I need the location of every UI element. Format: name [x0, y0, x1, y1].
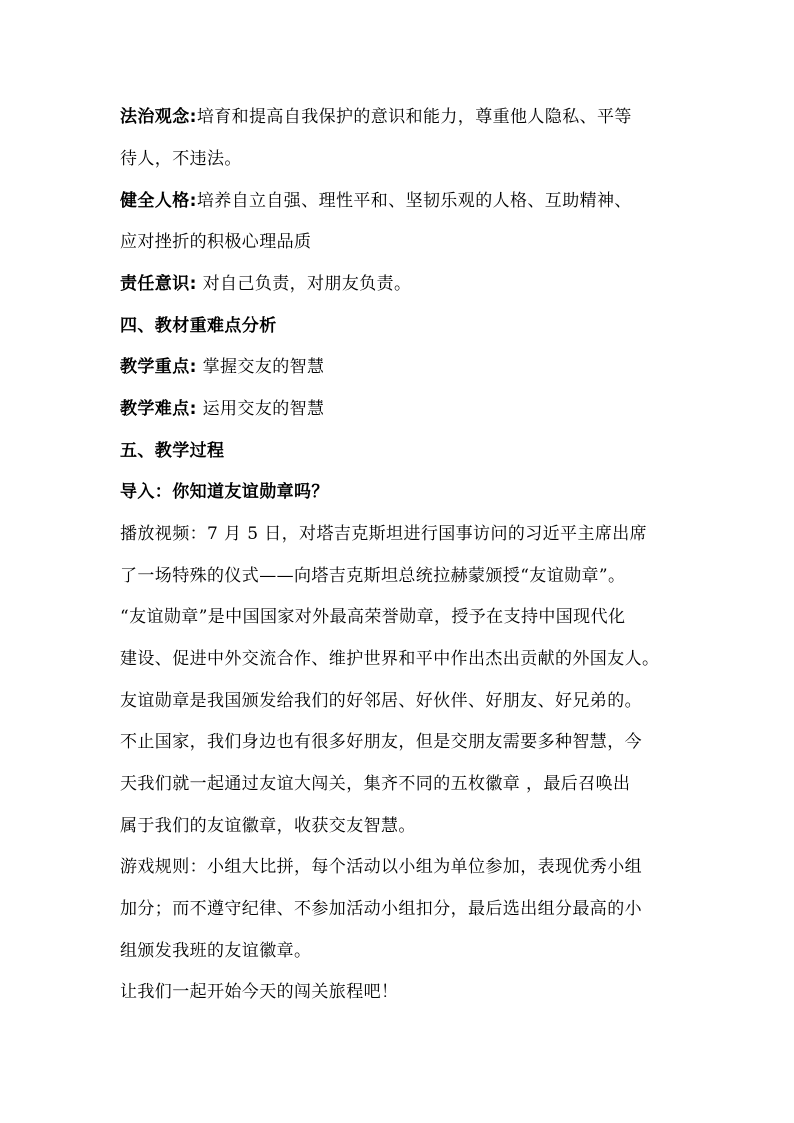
video-paragraph-line-7: 天我们就一起通过友谊大闯关，集齐不同的五枚徽章 ，最后召唤出 [120, 774, 631, 794]
video-paragraph-line-3: “友谊勋章”是中国国家对外最高荣誉勋章，授予在支持中国现代化 [120, 607, 626, 627]
rules-paragraph-line-3: 组颁发我班的友谊徽章。 [120, 941, 312, 961]
difficult-point-label: 教学难点: [120, 399, 197, 419]
responsibility-label: 责任意识: [120, 274, 197, 294]
paragraph-key-point [120, 357, 680, 377]
video-paragraph-line-8: 属于我们的友谊徽章，收获交友智慧。 [120, 816, 416, 836]
responsibility-text: 对自己负责，对朋友负责。 [202, 274, 412, 294]
video-paragraph-line-4: 建设、促进中外交流合作、维护世界和平中作出杰出贡献的外国友人。 [120, 649, 660, 669]
video-paragraph-line-2: 了一场特殊的仪式——向塔吉克斯坦总统拉赫蒙颁授“友谊勋章”。 [120, 566, 626, 586]
law-text-1: 培育和提高自我保护的意识和能力，尊重他人隐私、平等 [196, 107, 632, 127]
paragraph-difficult-point [120, 399, 680, 419]
section-5-heading: 五、教学过程 [120, 441, 225, 461]
rules-paragraph-line-1: 游戏规则：小组大比拼，每个活动以小组为单位参加，表现优秀小组 [120, 857, 642, 877]
intro-heading: 导入：你知道友谊勋章吗？ [120, 482, 329, 502]
video-paragraph-line-5: 友谊勋章是我国颁发给我们的好邻居、好伙伴、好朋友、好兄弟的。 [120, 691, 642, 711]
paragraph-personality-line-2 [120, 232, 680, 252]
key-point-text: 掌握交友的智慧 [202, 357, 325, 377]
section-4-heading: 四、教材重难点分析 [120, 316, 277, 336]
law-label: 法治观念: [120, 107, 197, 127]
personality-text-2: 应对挫折的积极心理品质 [120, 232, 312, 252]
key-point-label: 教学重点: [120, 357, 197, 377]
law-text-2: 待人，不违法。 [120, 149, 242, 169]
personality-text-1: 培养自立自强、理性平和、坚韧乐观的人格、互助精神、 [196, 191, 632, 211]
personality-label: 健全人格: [120, 191, 197, 211]
closing-line: 让我们一起开始今天的闯关旅程吧！ [120, 982, 399, 1002]
rules-paragraph-line-2: 加分；而不遵守纪律、不参加活动小组扣分，最后选出组分最高的小 [120, 899, 642, 919]
difficult-point-text: 运用交友的智慧 [202, 399, 325, 419]
paragraph-law-line-1 [120, 107, 680, 127]
paragraph-responsibility [120, 274, 680, 294]
paragraph-law-line-2 [120, 149, 680, 169]
paragraph-personality-line-1 [120, 191, 680, 211]
video-paragraph-line-6: 不止国家，我们身边也有很多好朋友，但是交朋友需要多种智慧，今 [120, 732, 642, 752]
video-paragraph-line-1: 播放视频：7 月 5 日，对塔吉克斯坦进行国事访问的习近平主席出席 [120, 524, 648, 544]
